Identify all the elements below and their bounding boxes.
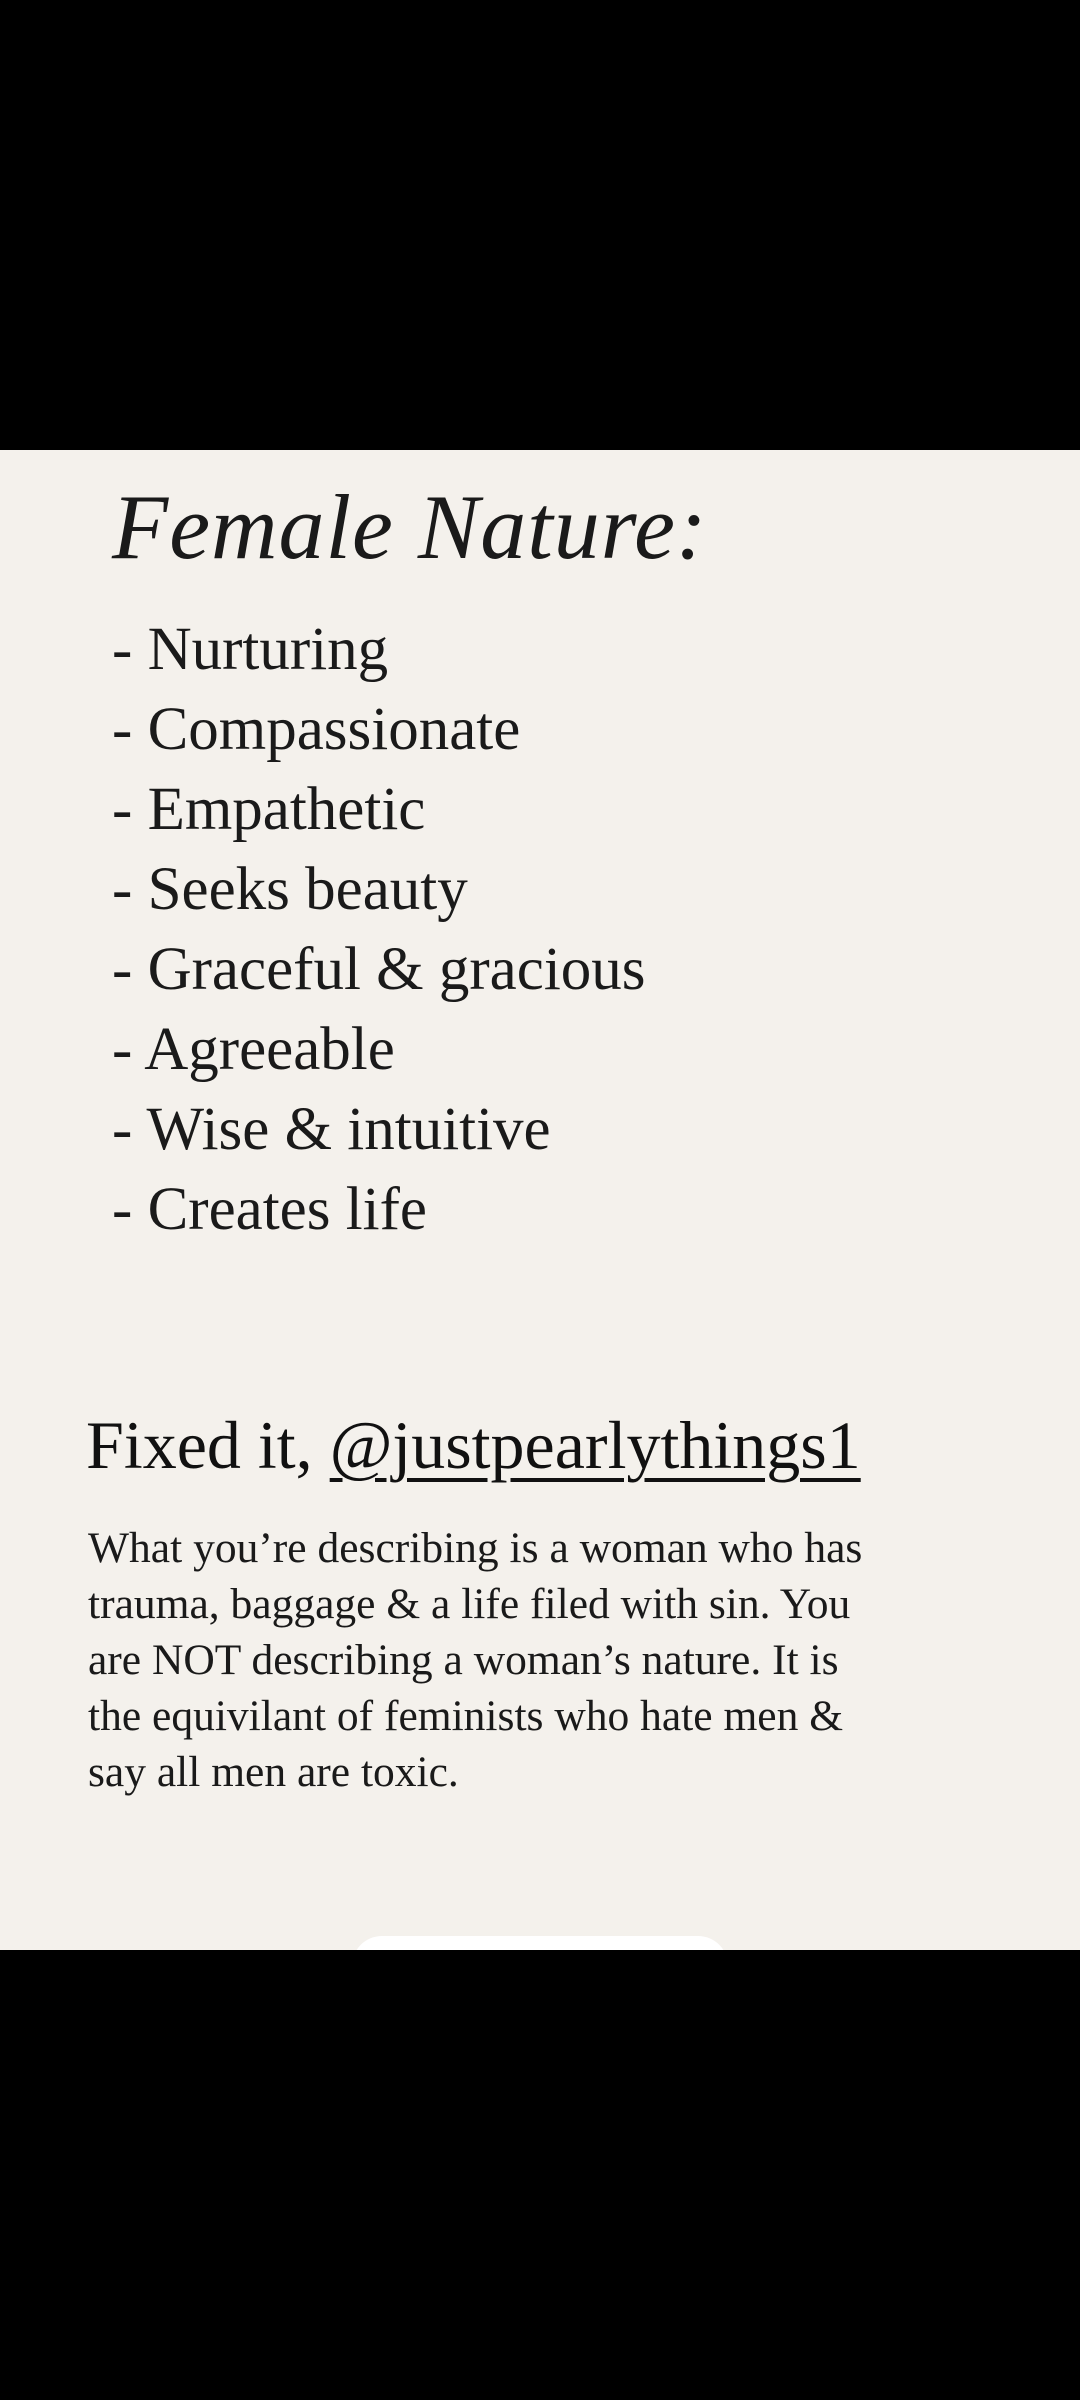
list-item: - Seeks beauty	[112, 856, 468, 923]
response-line: trauma, baggage & a life filed with sin. You	[88, 1580, 851, 1628]
response-heading	[86, 1405, 861, 1487]
trait-list	[112, 610, 646, 1250]
response-line: What you’re describing is a woman who has	[88, 1524, 863, 1572]
page-title: Female Nature:	[112, 476, 708, 578]
list-item: - Wise & intuitive	[112, 1096, 551, 1163]
home-indicator-bar[interactable]	[352, 1936, 728, 1950]
response-prefix: Fixed it,	[86, 1407, 330, 1483]
response-line: the equivilant of feminists who hate men &	[88, 1692, 844, 1740]
list-item: - Agreeable	[112, 1016, 395, 1083]
list-item: - Compassionate	[112, 696, 521, 763]
list-item: - Empathetic	[112, 776, 426, 843]
bottom-black-bar	[0, 1950, 1080, 2400]
list-item: - Creates life	[112, 1176, 428, 1243]
story-card	[0, 450, 1080, 1950]
response-line: are NOT describing a woman’s nature. It is	[88, 1636, 839, 1684]
list-item: - Graceful & gracious	[112, 936, 646, 1003]
top-black-bar	[0, 0, 1080, 450]
response-line: say all men are toxic.	[88, 1748, 459, 1796]
user-handle-link[interactable]: @justpearlythings1	[329, 1407, 861, 1483]
list-item: - Nurturing	[112, 616, 389, 683]
response-body	[88, 1520, 1008, 1800]
